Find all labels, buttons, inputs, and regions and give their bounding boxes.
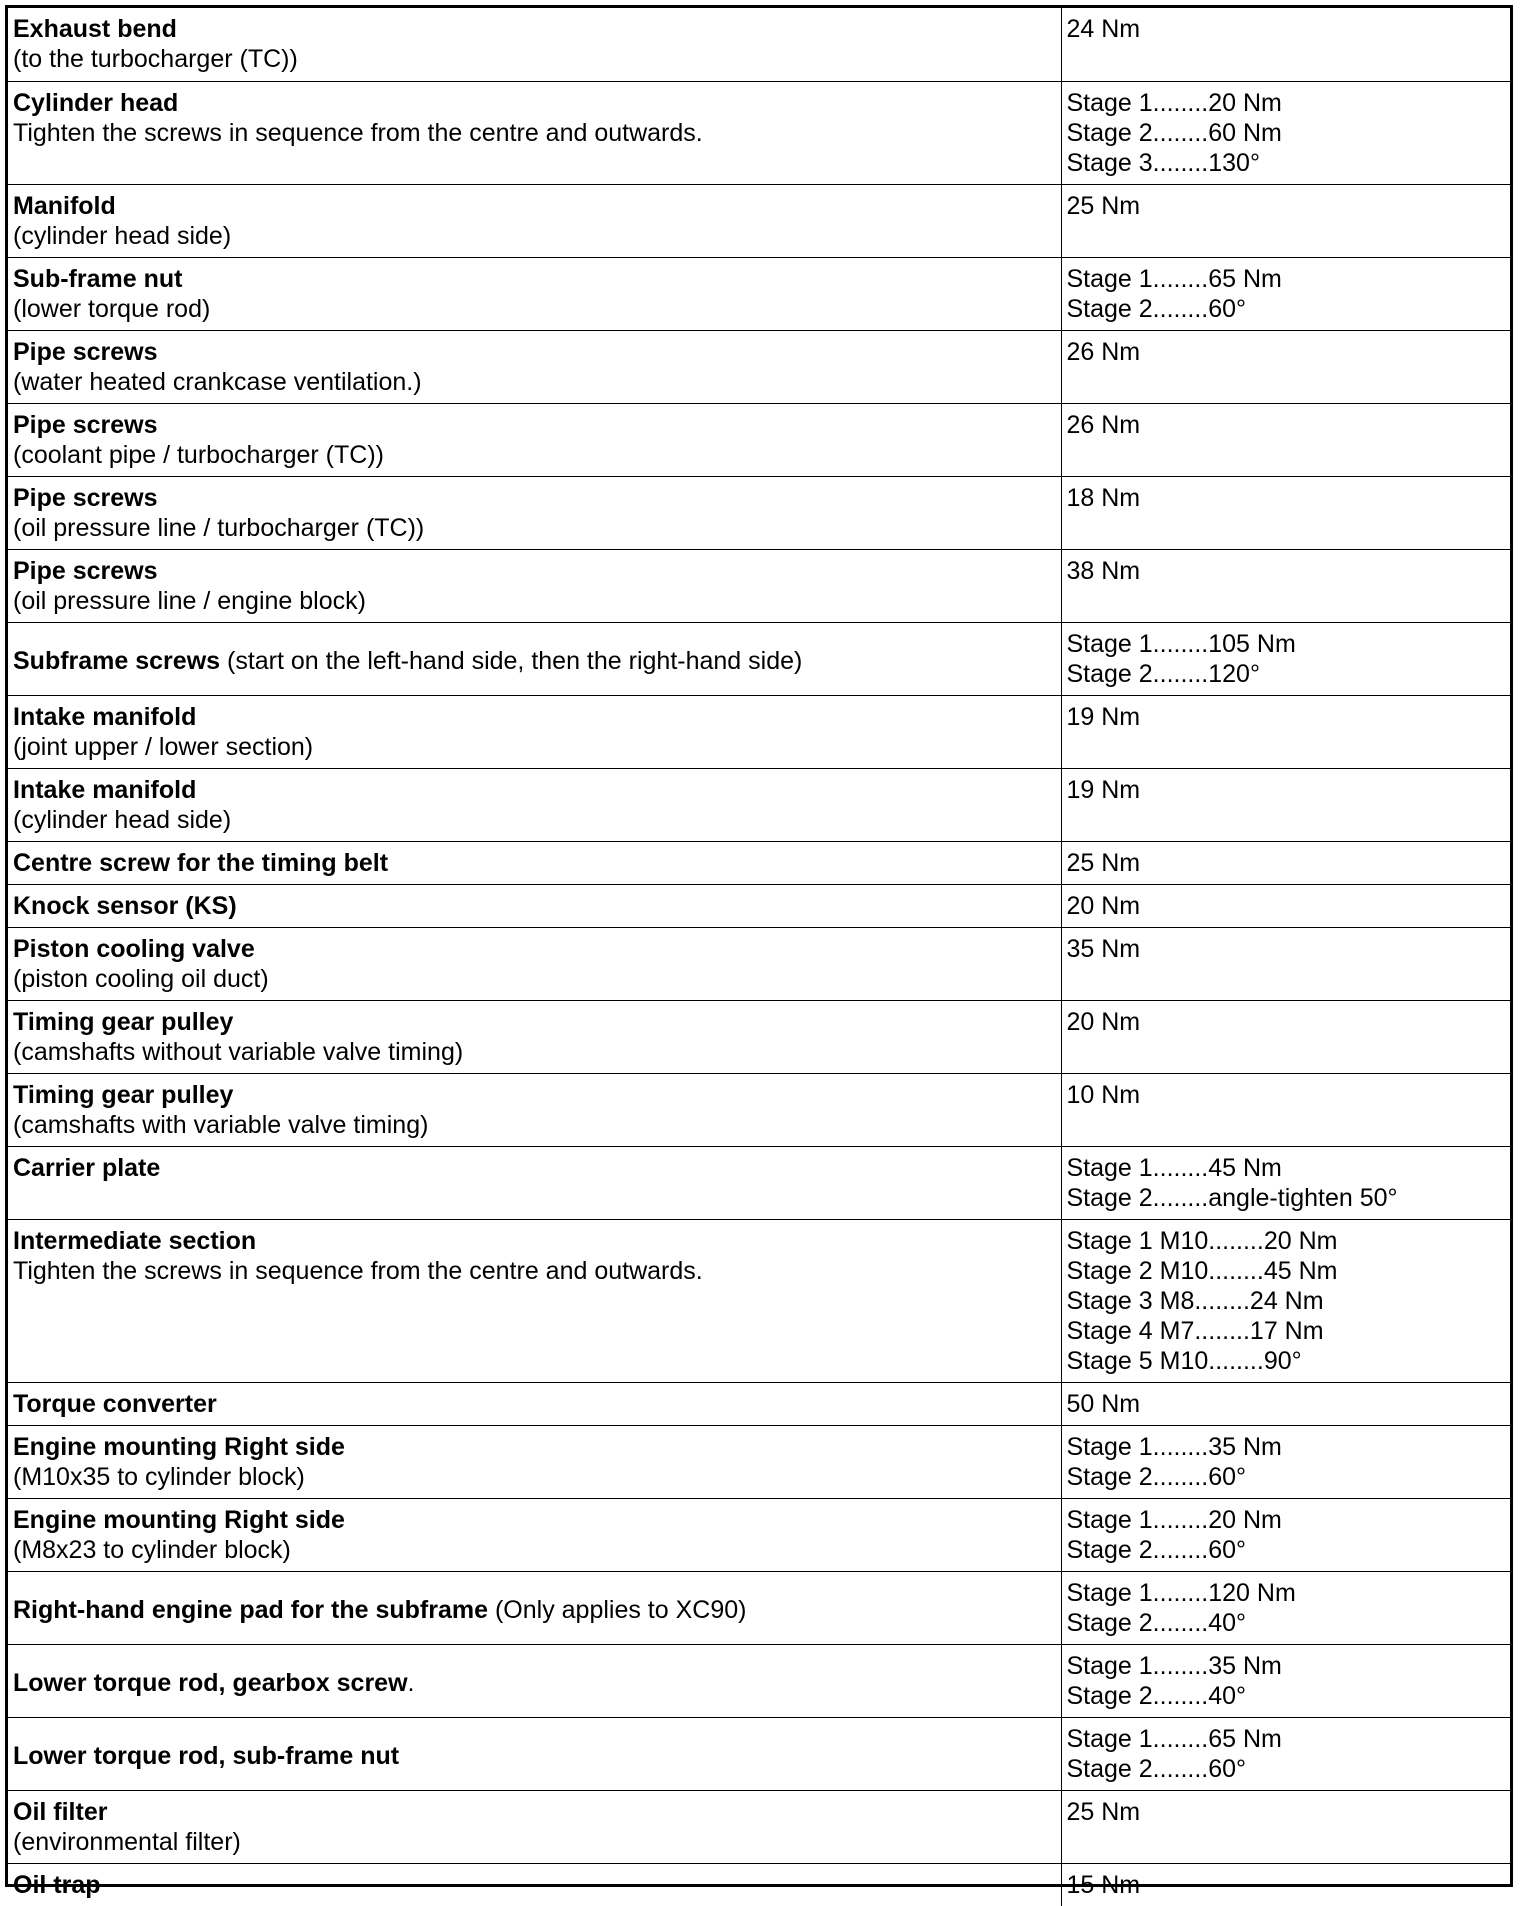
- component-name: Engine mounting Right side: [13, 1505, 345, 1534]
- table-row: [8, 257, 1510, 330]
- torque-value: 15 Nm: [1066, 1870, 1141, 1899]
- component-description: Tighten the screws in sequence from the centre and outwards.: [13, 1256, 703, 1285]
- torque-value-cell: [1061, 1073, 1510, 1146]
- component-description: (environmental filter): [13, 1827, 241, 1856]
- table-row: [8, 1000, 1510, 1073]
- component-cell: [8, 1863, 1061, 1906]
- component-note: (Only applies to XC90): [488, 1595, 747, 1624]
- table-row: [8, 403, 1510, 476]
- component-cell: [8, 884, 1061, 927]
- component-description: (water heated crankcase ventilation.): [13, 367, 422, 396]
- torque-value: Stage 2........60°: [1066, 1535, 1247, 1564]
- table-row: [8, 1425, 1510, 1498]
- component-cell: [8, 81, 1061, 184]
- torque-value: Stage 2 M10........45 Nm: [1066, 1256, 1338, 1285]
- torque-value-cell: [1061, 1498, 1510, 1571]
- component-description: (piston cooling oil duct): [13, 964, 269, 993]
- table-row: [8, 1863, 1510, 1906]
- component-cell: [8, 768, 1061, 841]
- torque-value: 24 Nm: [1066, 15, 1141, 43]
- component-name: Timing gear pulley: [13, 1080, 234, 1109]
- component-cell: [8, 549, 1061, 622]
- torque-value: 19 Nm: [1066, 702, 1141, 731]
- torque-value: Stage 2........40°: [1066, 1608, 1247, 1637]
- torque-value: 25 Nm: [1066, 191, 1141, 220]
- component-name: Right-hand engine pad for the subframe: [13, 1595, 489, 1624]
- torque-value-cell: [1061, 841, 1510, 884]
- torque-value: Stage 1........35 Nm: [1066, 1651, 1282, 1680]
- torque-value-cell: [1061, 184, 1510, 257]
- component-name: Oil filter: [13, 1797, 108, 1826]
- torque-value: Stage 3 M8........24 Nm: [1066, 1286, 1324, 1315]
- component-cell: [8, 184, 1061, 257]
- torque-value: Stage 1 M10........20 Nm: [1066, 1226, 1338, 1255]
- component-cell: [8, 695, 1061, 768]
- torque-value: 10 Nm: [1066, 1080, 1141, 1109]
- component-description: (oil pressure line / engine block): [13, 586, 366, 615]
- table-row: [8, 1073, 1510, 1146]
- torque-value: 18 Nm: [1066, 483, 1141, 512]
- table-row: [8, 768, 1510, 841]
- component-name: Manifold: [13, 191, 116, 220]
- component-name: Carrier plate: [13, 1153, 161, 1182]
- table-row: [8, 81, 1510, 184]
- torque-value: 26 Nm: [1066, 337, 1141, 366]
- torque-value: Stage 1........20 Nm: [1066, 88, 1282, 117]
- torque-value-cell: [1061, 1382, 1510, 1425]
- component-cell: [8, 1073, 1061, 1146]
- component-name: Intake manifold: [13, 702, 197, 731]
- torque-value: Stage 2........60°: [1066, 1462, 1247, 1491]
- component-description: (cylinder head side): [13, 221, 232, 250]
- torque-value: Stage 1........65 Nm: [1066, 264, 1282, 293]
- torque-value-cell: [1061, 927, 1510, 1000]
- torque-value: Stage 1........120 Nm: [1066, 1578, 1296, 1607]
- component-name: Piston cooling valve: [13, 934, 255, 963]
- component-note: .: [407, 1668, 415, 1697]
- table-row: [8, 1498, 1510, 1571]
- torque-value-cell: [1061, 884, 1510, 927]
- component-cell: [8, 1498, 1061, 1571]
- torque-value-cell: [1061, 549, 1510, 622]
- torque-value: Stage 1........35 Nm: [1066, 1432, 1282, 1461]
- component-cell: [8, 841, 1061, 884]
- torque-value-cell: [1061, 1644, 1510, 1717]
- component-cell: [8, 1717, 1061, 1790]
- component-cell: [8, 1425, 1061, 1498]
- component-cell: [8, 330, 1061, 403]
- component-cell: [8, 1000, 1061, 1073]
- component-name: Cylinder head: [13, 88, 179, 117]
- torque-value: Stage 1........20 Nm: [1066, 1505, 1282, 1534]
- component-description: (cylinder head side): [13, 805, 232, 834]
- component-cell: [8, 8, 1061, 81]
- torque-value-cell: [1061, 1219, 1510, 1382]
- component-name: Sub-frame nut: [13, 264, 183, 293]
- table-row: [8, 476, 1510, 549]
- table-row: [8, 1146, 1510, 1219]
- component-name: Pipe screws: [13, 337, 158, 366]
- table-row: [8, 884, 1510, 927]
- torque-value: 25 Nm: [1066, 848, 1141, 877]
- torque-value-cell: [1061, 476, 1510, 549]
- component-description: (coolant pipe / turbocharger (TC)): [13, 440, 384, 469]
- component-name: Knock sensor (KS): [13, 891, 237, 920]
- torque-value: Stage 2........120°: [1066, 659, 1260, 688]
- table-row: [8, 841, 1510, 884]
- component-cell: [8, 403, 1061, 476]
- torque-value: 26 Nm: [1066, 410, 1141, 439]
- component-description: (oil pressure line / turbocharger (TC)): [13, 513, 425, 542]
- component-name: Centre screw for the timing belt: [13, 848, 389, 877]
- component-cell: [8, 257, 1061, 330]
- torque-value: Stage 2........angle-tighten 50°: [1066, 1183, 1398, 1212]
- torque-value-cell: [1061, 695, 1510, 768]
- torque-value: Stage 1........105 Nm: [1066, 629, 1296, 658]
- component-description: (camshafts with variable valve timing): [13, 1110, 429, 1139]
- component-name: Pipe screws: [13, 410, 158, 439]
- component-cell: [8, 1571, 1061, 1644]
- torque-value-cell: [1061, 81, 1510, 184]
- torque-specification-document: [5, 5, 1513, 1899]
- component-description: (joint upper / lower section): [13, 732, 314, 761]
- torque-value-cell: [1061, 1146, 1510, 1219]
- torque-value: Stage 2........60 Nm: [1066, 118, 1282, 147]
- component-description: Tighten the screws in sequence from the centre and outwards.: [13, 118, 703, 147]
- torque-value: 25 Nm: [1066, 1797, 1141, 1826]
- torque-value: 50 Nm: [1066, 1389, 1141, 1418]
- table-row: [8, 1382, 1510, 1425]
- component-name: Subframe screws: [13, 646, 221, 675]
- torque-table: [8, 8, 1510, 1906]
- torque-value-cell: [1061, 1425, 1510, 1498]
- torque-value: 20 Nm: [1066, 1007, 1141, 1036]
- torque-value: 20 Nm: [1066, 891, 1141, 920]
- table-row: [8, 184, 1510, 257]
- torque-value-cell: [1061, 768, 1510, 841]
- torque-value-cell: [1061, 257, 1510, 330]
- component-cell: [8, 476, 1061, 549]
- torque-value: Stage 1........45 Nm: [1066, 1153, 1282, 1182]
- component-cell: [8, 1219, 1061, 1382]
- component-name: Pipe screws: [13, 483, 158, 512]
- component-name: Intake manifold: [13, 775, 197, 804]
- torque-value: 38 Nm: [1066, 556, 1141, 585]
- component-description: (lower torque rod): [13, 294, 211, 323]
- torque-value: 35 Nm: [1066, 934, 1141, 963]
- component-cell: [8, 1146, 1061, 1219]
- component-cell: [8, 927, 1061, 1000]
- torque-table-body: [8, 8, 1510, 1906]
- torque-value-cell: [1061, 1790, 1510, 1863]
- component-note: (start on the left-hand side, then the right-hand side): [220, 646, 803, 675]
- component-description: (M10x35 to cylinder block): [13, 1462, 305, 1491]
- table-row: [8, 330, 1510, 403]
- component-cell: [8, 622, 1061, 695]
- component-name: Lower torque rod, gearbox screw: [13, 1668, 408, 1697]
- component-name: Oil trap: [13, 1870, 101, 1899]
- torque-value: Stage 3........130°: [1066, 148, 1260, 177]
- torque-value-cell: [1061, 1571, 1510, 1644]
- torque-value-cell: [1061, 8, 1510, 81]
- torque-value: Stage 4 M7........17 Nm: [1066, 1316, 1324, 1345]
- table-row: [8, 695, 1510, 768]
- table-row: [8, 622, 1510, 695]
- component-name: Timing gear pulley: [13, 1007, 234, 1036]
- component-name: Lower torque rod, sub-frame nut: [13, 1741, 400, 1770]
- torque-value-cell: [1061, 1000, 1510, 1073]
- torque-value: Stage 1........65 Nm: [1066, 1724, 1282, 1753]
- torque-value: Stage 5 M10........90°: [1066, 1346, 1302, 1375]
- component-description: (camshafts without variable valve timing): [13, 1037, 464, 1066]
- table-row: [8, 549, 1510, 622]
- torque-value: 19 Nm: [1066, 775, 1141, 804]
- table-row: [8, 1571, 1510, 1644]
- component-name: Intermediate section: [13, 1226, 257, 1255]
- component-description: (to the turbocharger (TC)): [13, 45, 298, 73]
- torque-value: Stage 2........40°: [1066, 1681, 1247, 1710]
- table-row: [8, 1219, 1510, 1382]
- component-cell: [8, 1790, 1061, 1863]
- torque-value-cell: [1061, 1863, 1510, 1906]
- component-name: Exhaust bend: [13, 15, 177, 43]
- component-description: (M8x23 to cylinder block): [13, 1535, 291, 1564]
- torque-value-cell: [1061, 1717, 1510, 1790]
- component-name: Engine mounting Right side: [13, 1432, 345, 1461]
- component-cell: [8, 1644, 1061, 1717]
- torque-value: Stage 2........60°: [1066, 294, 1247, 323]
- torque-value: Stage 2........60°: [1066, 1754, 1247, 1783]
- torque-value-cell: [1061, 403, 1510, 476]
- component-cell: [8, 1382, 1061, 1425]
- table-row: [8, 1790, 1510, 1863]
- component-name: Pipe screws: [13, 556, 158, 585]
- component-name: Torque converter: [13, 1389, 217, 1418]
- table-row: [8, 8, 1510, 81]
- table-row: [8, 927, 1510, 1000]
- table-row: [8, 1644, 1510, 1717]
- torque-value-cell: [1061, 622, 1510, 695]
- table-row: [8, 1717, 1510, 1790]
- torque-value-cell: [1061, 330, 1510, 403]
